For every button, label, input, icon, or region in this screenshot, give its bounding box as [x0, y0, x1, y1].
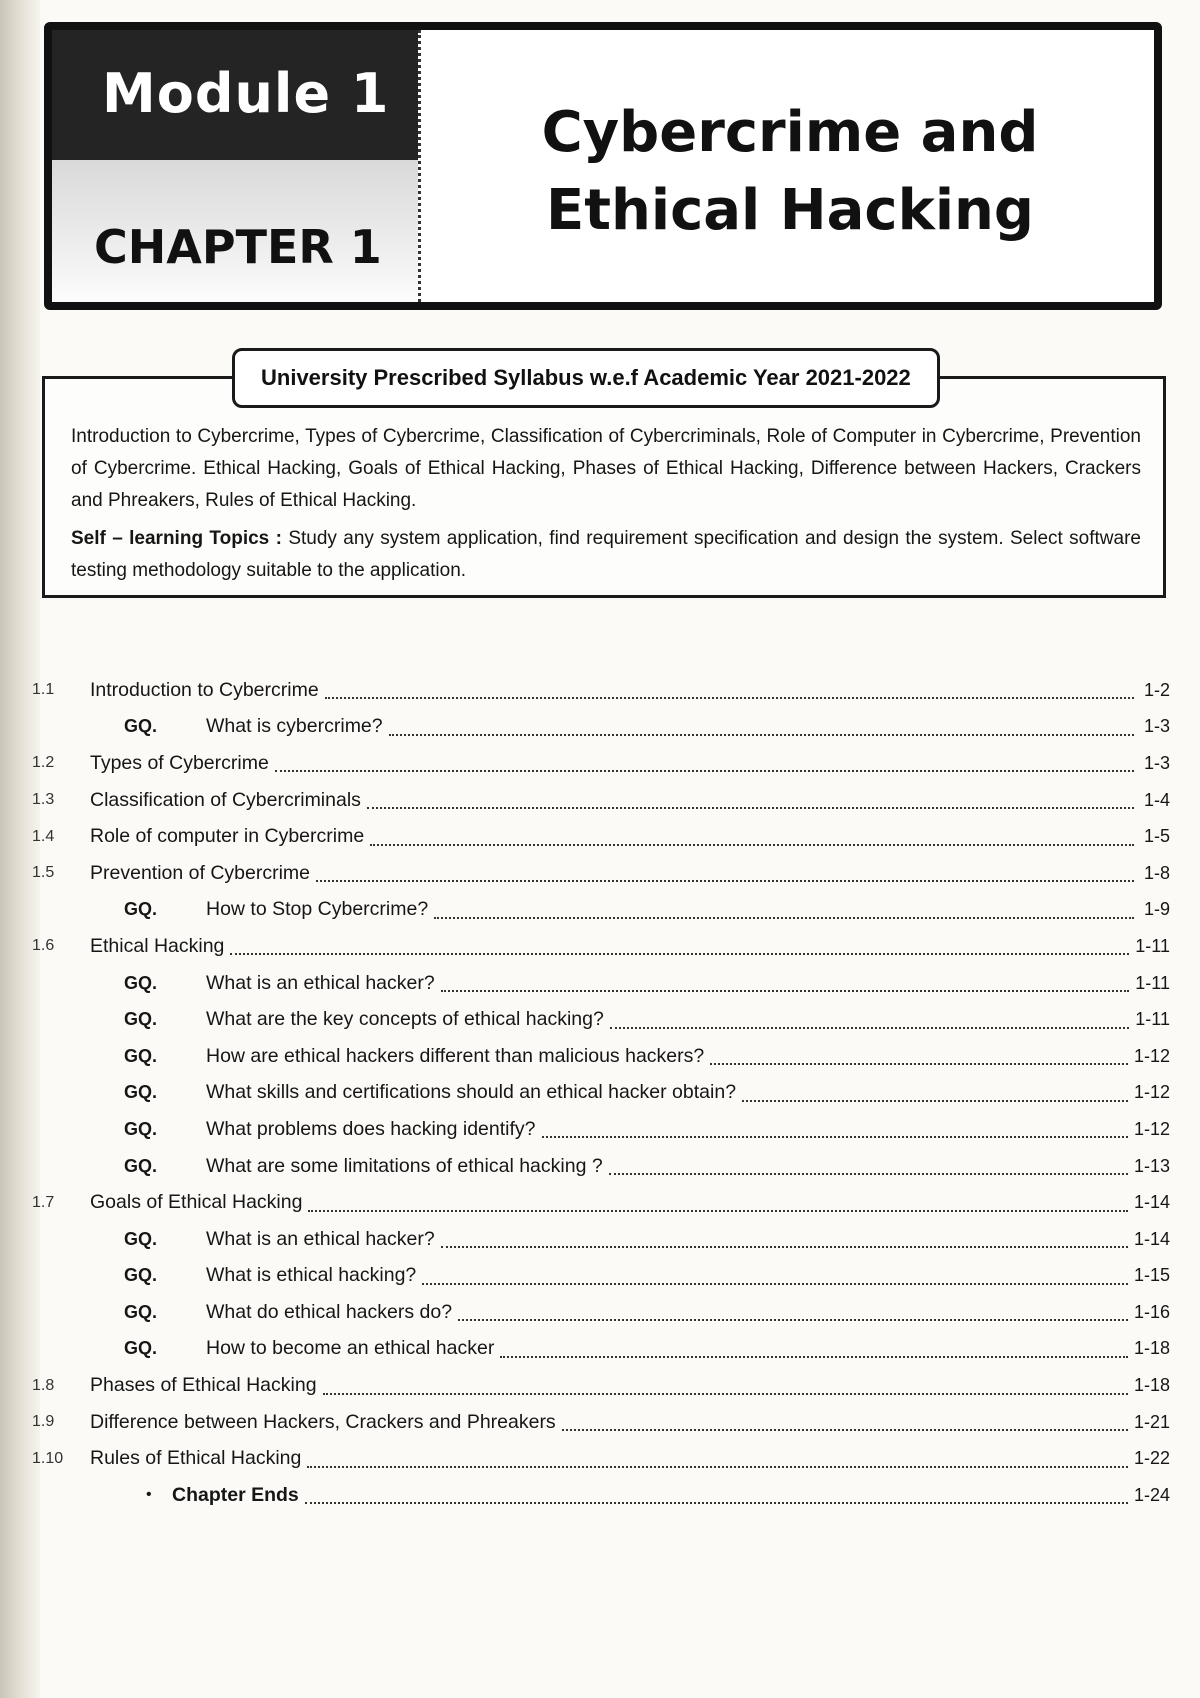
- toc-leader-dots: [389, 714, 1134, 736]
- toc-gq-label: GQ.: [124, 1118, 158, 1139]
- toc-section-number: 1.4: [32, 827, 55, 845]
- syllabus-box: [42, 376, 1166, 598]
- toc-gq-label: GQ.: [124, 899, 158, 920]
- toc-row: [32, 1440, 1170, 1477]
- toc-entry-title: How to become an ethical hacker: [206, 1337, 495, 1360]
- toc-row: [32, 1331, 1170, 1368]
- toc-leader-dots: [230, 933, 1129, 955]
- toc-entry-title: Types of Cybercrime: [90, 751, 269, 774]
- toc-leader-dots: [710, 1043, 1128, 1065]
- toc-gq-label: GQ.: [124, 1338, 158, 1359]
- syllabus-self-learning: [71, 523, 1141, 587]
- toc-entry-title: How are ethical hackers different than malicious hackers?: [206, 1044, 705, 1067]
- toc-leader-dots: [308, 1190, 1128, 1212]
- toc-gq-label: GQ.: [124, 1301, 158, 1322]
- table-of-contents: [32, 672, 1170, 1514]
- toc-entry-title: Difference between Hackers, Crackers and Phreakers: [90, 1410, 556, 1433]
- chapter-area: [52, 160, 418, 310]
- toc-entry-title: Rules of Ethical Hacking: [90, 1447, 302, 1470]
- toc-row: [32, 1075, 1170, 1112]
- header-left-panel: [52, 30, 421, 302]
- toc-entry-title: Role of computer in Cybercrime: [90, 825, 365, 848]
- toc-row: [32, 1001, 1170, 1038]
- toc-entry-title: What is cybercrime?: [206, 715, 383, 738]
- toc-entry-title: What do ethical hackers do?: [206, 1300, 453, 1323]
- toc-gq-label: GQ.: [124, 716, 158, 737]
- toc-page-number: 1-11: [1135, 972, 1170, 993]
- toc-entry-title: Introduction to Cybercrime: [90, 678, 319, 701]
- toc-row: [32, 1148, 1170, 1185]
- toc-row: [32, 672, 1170, 709]
- toc-leader-dots: [562, 1409, 1128, 1431]
- toc-row: [32, 1221, 1170, 1258]
- toc-row: [32, 892, 1170, 929]
- toc-row: [32, 1404, 1170, 1441]
- toc-entry-title: What is an ethical hacker?: [206, 971, 435, 994]
- toc-gq-label: GQ.: [124, 1082, 158, 1103]
- toc-row: [32, 1294, 1170, 1331]
- toc-page-number: 1-12: [1133, 1118, 1170, 1139]
- toc-page-number: 1-16: [1133, 1301, 1170, 1322]
- toc-row: [32, 855, 1170, 892]
- toc-page-number: 1-14: [1133, 1192, 1170, 1213]
- toc-leader-dots: [742, 1080, 1128, 1102]
- toc-page-number: 1-5: [1143, 826, 1170, 847]
- toc-leader-dots: [434, 897, 1134, 919]
- toc-leader-dots: [441, 970, 1130, 992]
- toc-leader-dots: [323, 1373, 1128, 1395]
- toc-row: [32, 1258, 1170, 1295]
- toc-section-number: 1.5: [32, 864, 55, 882]
- toc-gq-label: GQ.: [124, 1045, 158, 1066]
- toc-entry-title: Phases of Ethical Hacking: [90, 1374, 317, 1397]
- syllabus-intro: Introduction to Cybercrime, Types of Cybercrime, Classification of Cybercriminals, Role of Computer in Cybercrime, Prevention of Cybercrime. Ethical Hacking, Goals of Ethical Hacking, Phases of Ethical Hacking, Difference between Hackers, Crackers and Phreakers, Rules of Ethical Hacking.: [71, 426, 1141, 511]
- toc-section-number: 1.8: [32, 1376, 55, 1394]
- toc-entry-title: How to Stop Cybercrime?: [206, 898, 429, 921]
- toc-page-number: 1-18: [1133, 1375, 1170, 1396]
- toc-leader-dots: [610, 1007, 1129, 1029]
- toc-gq-label: GQ.: [124, 1228, 158, 1249]
- toc-page-number: 1-15: [1133, 1265, 1170, 1286]
- toc-page-number: 1-24: [1133, 1484, 1170, 1505]
- toc-section-number: 1.9: [32, 1413, 55, 1431]
- toc-page-number: 1-11: [1135, 1009, 1170, 1030]
- toc-page-number: 1-21: [1133, 1411, 1170, 1432]
- toc-section-number: 1.6: [32, 937, 55, 955]
- self-learning-text: Study any system application, find requirement specification and design the system. Select software testing methodology suitable to the application.: [71, 528, 1141, 581]
- toc-section-number: 1.10: [32, 1449, 64, 1467]
- toc-leader-dots: [370, 824, 1134, 846]
- toc-page-number: 1-4: [1143, 789, 1170, 810]
- toc-section-number: 1.1: [32, 681, 55, 699]
- toc-leader-dots: [458, 1299, 1128, 1321]
- chapter-title-line-1: Cybercrime and: [541, 100, 1039, 165]
- self-learning-label: Self – learning Topics :: [71, 528, 282, 549]
- toc-leader-dots: [542, 1116, 1128, 1138]
- toc-row: [32, 818, 1170, 855]
- toc-leader-dots: [422, 1263, 1128, 1285]
- toc-page-number: 1-9: [1143, 899, 1170, 920]
- toc-leader-dots: [305, 1482, 1128, 1504]
- toc-row: [32, 928, 1170, 965]
- toc-bullet: •: [146, 1486, 152, 1504]
- toc-gq-label: GQ.: [124, 1009, 158, 1030]
- toc-page-number: 1-12: [1133, 1045, 1170, 1066]
- toc-row: [32, 1367, 1170, 1404]
- toc-entry-title: Goals of Ethical Hacking: [90, 1191, 303, 1214]
- toc-entry-title: Prevention of Cybercrime: [90, 861, 311, 884]
- toc-leader-dots: [325, 677, 1134, 699]
- toc-page-number: 1-3: [1143, 716, 1170, 737]
- toc-gq-label: GQ.: [124, 1265, 158, 1286]
- toc-entry-title: What skills and certifications should an ethical hacker obtain?: [206, 1081, 737, 1104]
- chapter-header: [44, 22, 1162, 310]
- toc-section-number: 1.3: [32, 791, 55, 809]
- toc-entry-title: Ethical Hacking: [90, 934, 225, 957]
- toc-section-number: 1.2: [32, 754, 55, 772]
- toc-row: [32, 709, 1170, 746]
- chapter-label: CHAPTER 1: [94, 220, 382, 274]
- toc-row: [32, 1477, 1170, 1514]
- toc-row: [32, 745, 1170, 782]
- toc-leader-dots: [500, 1336, 1128, 1358]
- toc-entry-title: Classification of Cybercriminals: [90, 788, 361, 811]
- chapter-title-line-2: Ethical Hacking: [545, 178, 1034, 243]
- toc-entry-title: What is ethical hacking?: [206, 1264, 417, 1287]
- toc-row: [32, 782, 1170, 819]
- syllabus-heading: University Prescribed Syllabus w.e.f Academic Year 2021-2022: [232, 348, 940, 408]
- toc-row: [32, 965, 1170, 1002]
- toc-page-number: 1-8: [1143, 862, 1170, 883]
- toc-row: [32, 1111, 1170, 1148]
- toc-entry-title: What problems does hacking identify?: [206, 1117, 536, 1140]
- toc-page-number: 1-2: [1143, 679, 1170, 700]
- toc-entry-title: What are some limitations of ethical hacking ?: [206, 1154, 603, 1177]
- module-label: Module 1: [102, 62, 390, 125]
- toc-leader-dots: [307, 1446, 1128, 1468]
- toc-row: [32, 1184, 1170, 1221]
- toc-leader-dots: [367, 787, 1134, 809]
- toc-page-number: 1-13: [1133, 1155, 1170, 1176]
- toc-entry-title: What are the key concepts of ethical hacking?: [206, 1008, 604, 1031]
- module-band: [52, 30, 418, 160]
- toc-page-number: 1-22: [1133, 1448, 1170, 1469]
- toc-entry-title: Chapter Ends: [172, 1483, 299, 1506]
- toc-gq-label: GQ.: [124, 972, 158, 993]
- toc-page-number: 1-12: [1133, 1082, 1170, 1103]
- toc-gq-label: GQ.: [124, 1155, 158, 1176]
- toc-page-number: 1-14: [1133, 1228, 1170, 1249]
- toc-leader-dots: [316, 860, 1134, 882]
- toc-leader-dots: [609, 1153, 1128, 1175]
- toc-leader-dots: [441, 1226, 1128, 1248]
- toc-page-number: 1-3: [1143, 752, 1170, 773]
- toc-entry-title: What is an ethical hacker?: [206, 1227, 435, 1250]
- toc-page-number: 1-11: [1135, 935, 1170, 956]
- toc-section-number: 1.7: [32, 1193, 55, 1211]
- toc-leader-dots: [275, 750, 1134, 772]
- toc-page-number: 1-18: [1133, 1338, 1170, 1359]
- toc-row: [32, 1038, 1170, 1075]
